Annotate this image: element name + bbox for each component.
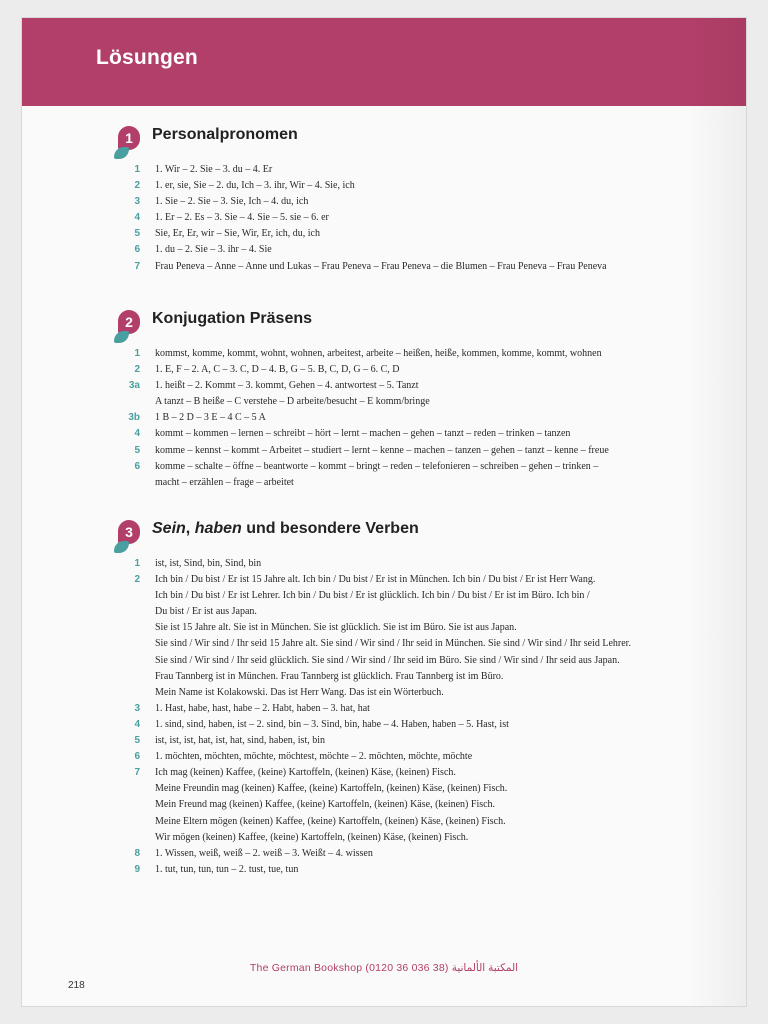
answer-row [22, 475, 746, 491]
exercise-number: 5 [134, 444, 140, 456]
answer-text: Wir mögen (keinen) Kaffee, (keine) Kartoffeln, (keinen) Käse, (keinen) Fisch. [155, 831, 469, 843]
answer-text: macht – erzählen – frage – arbeitet [155, 476, 294, 488]
section-title: Konjugation Präsens [152, 310, 313, 327]
answer-text: Sie ist 15 Jahre alt. Sie ist in München. Sie ist glücklich. Sie ist im Büro. Sie ist aus Japan. [155, 622, 517, 634]
answer-row [22, 572, 746, 588]
exercise-number: 5 [134, 735, 140, 747]
answer-text: Sie, Er, Er, wir – Sie, Wir, Er, ich, du, ich [155, 228, 320, 240]
answer-text: Sie sind / Wir sind / Ihr seid glücklich. Sie sind / Wir sind / Ihr seid im Büro. Sie sind / Wir sind / Ihr seid aus Japan. [155, 654, 620, 666]
answer-list [22, 162, 746, 275]
exercise-number: 3 [134, 702, 140, 714]
answer-text: Frau Tannberg ist in München. Frau Tannberg ist glücklich. Frau Tannberg ist im Büro. [155, 670, 504, 682]
section-heading [22, 122, 746, 158]
answer-row [22, 210, 746, 226]
section-title [152, 520, 419, 538]
answer-row [22, 178, 746, 194]
exercise-number: 3a [128, 380, 140, 392]
title-italic-sein: Sein [152, 520, 186, 537]
answer-list [22, 556, 746, 878]
answer-text: 1. du – 2. Sie – 3. ihr – 4. Sie [155, 244, 272, 256]
section-sein-haben [22, 516, 746, 878]
answer-text: 1. Hast, habe, hast, habe – 2. Habt, haben – 3. hat, hat [155, 702, 370, 714]
answer-row [22, 797, 746, 813]
exercise-number: 9 [134, 863, 140, 875]
exercise-number: 5 [134, 228, 140, 240]
answer-row [22, 362, 746, 378]
answer-row [22, 781, 746, 797]
answer-text: Meine Eltern mögen (keinen) Kaffee, (keine) Kartoffeln, (keinen) Käse, (keinen) Fisch. [155, 815, 506, 827]
answer-text: Mein Freund mag (keinen) Kaffee, (keine) Kartoffeln, (keinen) Käse, (keinen) Fisch. [155, 799, 496, 811]
section-number-badge: 2 [118, 310, 140, 334]
bookshop-footer: The German Bookshop (0120 36 036 38) المكتبة الألمانية [249, 962, 519, 974]
section-konjugation [22, 306, 746, 491]
answer-row [22, 830, 746, 846]
answer-text: 1. E, F – 2. A, C – 3. C, D – 4. B, G – 5. B, C, D, G – 6. C, D [155, 364, 400, 376]
exercise-number: 8 [134, 847, 140, 859]
section-number-badge: 3 [118, 520, 140, 544]
answer-row [22, 394, 746, 410]
section-heading [22, 306, 746, 342]
exercise-number: 2 [134, 364, 140, 376]
answer-row [22, 862, 746, 878]
exercise-number: 6 [134, 244, 140, 256]
answer-text: Frau Peneva – Anne – Anne und Lukas – Frau Peneva – Frau Peneva – die Blumen – Frau Peneva – Frau Peneva [155, 260, 607, 272]
leaf-icon [114, 147, 129, 159]
answer-row [22, 410, 746, 426]
section-heading [22, 516, 746, 552]
answer-text: Meine Freundin mag (keinen) Kaffee, (keine) Kartoffeln, (keinen) Käse, (keinen) Fisch. [155, 783, 508, 795]
answer-row [22, 259, 746, 275]
answer-text: 1. sind, sind, haben, ist – 2. sind, bin – 3. Sind, bin, habe – 4. Haben, haben – 5. Hast, ist [155, 718, 509, 730]
answer-text: Sie sind / Wir sind / Ihr seid 15 Jahre alt. Sie sind / Wir sind / Ihr seid in München. Sie sind / Wir sind / Ihr seid Lehrer. [155, 638, 631, 650]
exercise-number: 7 [134, 260, 140, 272]
answer-row [22, 749, 746, 765]
answer-list [22, 346, 746, 491]
exercise-number: 6 [134, 751, 140, 763]
exercise-number: 3b [128, 412, 140, 424]
leaf-icon [114, 541, 129, 553]
page-number: 218 [68, 980, 85, 991]
answer-row [22, 701, 746, 717]
answer-row [22, 162, 746, 178]
answer-text: komme – schalte – öffne – beantworte – kommt – bringt – reden – telefonieren – schreiben – gehen – trinken – [155, 460, 599, 472]
answer-text: Du bist / Er ist aus Japan. [155, 606, 257, 618]
answer-row [22, 636, 746, 652]
answer-text: 1. Wissen, weiß, weiß – 2. weiß – 3. Weißt – 4. wissen [155, 847, 373, 859]
answer-row [22, 194, 746, 210]
exercise-number: 1 [134, 164, 140, 175]
answer-text: kommst, komme, kommt, wohnt, wohnen, arbeitest, arbeite – heißen, heiße, kommen, komme, kommt, wohnen [155, 348, 602, 359]
answer-text: komme – kennst – kommt – Arbeitet – studiert – lernt – kenne – machen – tanzen – gehen – tanzt – kenne – freue [155, 444, 609, 456]
answer-text: 1. Sie – 2. Sie – 3. Sie, Ich – 4. du, ich [155, 196, 309, 208]
exercise-number: 6 [134, 460, 140, 472]
answer-row [22, 604, 746, 620]
section-personalpronomen [22, 122, 746, 275]
answer-row [22, 242, 746, 258]
answer-row [22, 717, 746, 733]
answer-text: Mein Name ist Kolakowski. Das ist Herr Wang. Das ist ein Wörterbuch. [155, 686, 444, 698]
section-title: Personalpronomen [152, 126, 298, 143]
answer-row [22, 226, 746, 242]
answer-row [22, 378, 746, 394]
answer-text: 1. tut, tun, tun, tun – 2. tust, tue, tun [155, 863, 299, 875]
title-rest: und besondere Verben [241, 520, 419, 537]
exercise-number: 7 [134, 767, 140, 779]
answer-row [22, 459, 746, 475]
answer-row [22, 814, 746, 830]
title-separator: , [185, 520, 195, 537]
answer-row [22, 620, 746, 636]
answer-row [22, 443, 746, 459]
exercise-number: 4 [134, 718, 140, 730]
answer-text: kommt – kommen – lernen – schreibt – hört – lernt – machen – gehen – tanzt – reden – trinken – tanzen [155, 428, 571, 440]
exercise-number: 1 [134, 348, 140, 359]
exercise-number: 4 [134, 212, 140, 224]
answer-text: 1 B – 2 D – 3 E – 4 C – 5 A [155, 412, 266, 424]
answer-row [22, 653, 746, 669]
answer-row [22, 765, 746, 781]
leaf-icon [114, 331, 129, 343]
exercise-number: 3 [134, 196, 140, 208]
answer-text: 1. Wir – 2. Sie – 3. du – 4. Er [155, 164, 273, 175]
answer-text: 1. heißt – 2. Kommt – 3. kommt, Gehen – 4. antwortest – 5. Tanzt [155, 380, 419, 392]
exercise-number: 2 [134, 574, 140, 586]
answer-text: 1. Er – 2. Es – 3. Sie – 4. Sie – 5. sie – 6. er [155, 212, 329, 224]
answer-text: 1. er, sie, Sie – 2. du, Ich – 3. ihr, Wir – 4. Sie, ich [155, 180, 355, 192]
answer-text: A tanzt – B heiße – C verstehe – D arbeite/besucht – E komm/bringe [155, 396, 430, 408]
answer-row [22, 846, 746, 862]
answer-row [22, 669, 746, 685]
title-italic-haben: haben [194, 520, 242, 537]
header-banner [22, 18, 746, 106]
answer-row [22, 588, 746, 604]
answer-text: Ich bin / Du bist / Er ist Lehrer. Ich bin / Du bist / Er ist glücklich. Ich bin / Du bist / Er ist im Büro. Ich bin / [155, 590, 590, 602]
section-number-badge: 1 [118, 126, 140, 150]
answer-text: Ich bin / Du bist / Er ist 15 Jahre alt. Ich bin / Du bist / Er ist in München. Ich bin / Du bist / Er ist Herr Wang. [155, 574, 596, 586]
answer-text: ist, ist, Sind, bin, Sind, bin [155, 558, 262, 569]
answer-row [22, 346, 746, 362]
answer-row [22, 556, 746, 572]
answer-row [22, 733, 746, 749]
exercise-number: 4 [134, 428, 140, 440]
answer-row [22, 426, 746, 442]
answer-text: 1. möchten, möchten, möchte, möchtest, möchte – 2. möchten, möchte, möchte [155, 751, 473, 763]
answer-text: Ich mag (keinen) Kaffee, (keine) Kartoffeln, (keinen) Käse, (keinen) Fisch. [155, 767, 456, 779]
exercise-number: 1 [134, 558, 140, 569]
answer-text: ist, ist, ist, hat, ist, hat, sind, haben, ist, bin [155, 735, 325, 747]
answer-row [22, 685, 746, 701]
textbook-page [22, 18, 746, 1006]
page-title: Lösungen [96, 46, 198, 69]
exercise-number: 2 [134, 180, 140, 192]
